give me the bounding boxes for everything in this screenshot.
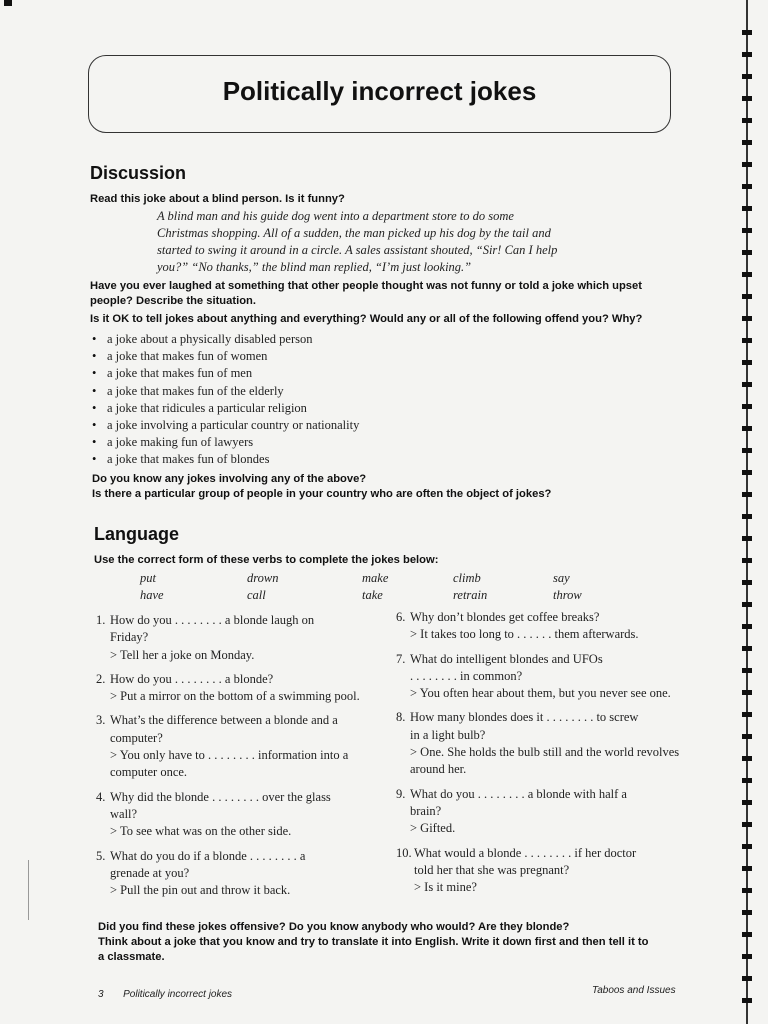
binding-tick (742, 492, 752, 497)
binding-spine (722, 0, 768, 1024)
binding-tick (742, 96, 752, 101)
binding-tick (742, 514, 752, 519)
binding-tick (742, 536, 752, 541)
joke-question-line: What do intelligent blondes and UFOs (410, 651, 603, 666)
joke-question-line: How many blondes does it . . . . . . . . to screw (410, 710, 639, 725)
footer-section: Taboos and Issues (592, 985, 676, 996)
binding-tick (742, 822, 752, 827)
joke-answer: > You only have to . . . . . . . . information into a computer once. (110, 748, 349, 780)
binding-tick (742, 382, 752, 387)
joke-item (96, 789, 386, 841)
binding-tick (742, 426, 752, 431)
question-line: a classmate. (98, 951, 165, 963)
verb: say (553, 571, 570, 585)
binding-tick (742, 184, 752, 189)
binding-tick (742, 624, 752, 629)
joke-number: 3. (96, 713, 106, 728)
joke-number: 9. (396, 786, 406, 801)
binding-tick (742, 52, 752, 57)
binding-tick (742, 558, 752, 563)
joke-answer: > To see what was on the other side. (110, 824, 292, 839)
binding-tick (742, 888, 752, 893)
binding-tick (742, 646, 752, 651)
joke-item (396, 845, 688, 897)
binding-tick (742, 712, 752, 717)
offence-list (92, 331, 359, 469)
language-instruction: Use the correct form of these verbs to complete the jokes below: (94, 554, 439, 566)
joke-question-line: told her that she was pregnant? (414, 862, 570, 877)
corner-mark (4, 0, 12, 6)
joke-question-line: Why did the blonde . . . . . . . . over the glass (110, 789, 331, 804)
joke-item (396, 609, 688, 644)
joke-question-line: What would a blonde . . . . . . . . if her doctor (414, 845, 637, 860)
title-box (88, 55, 671, 133)
binding-tick (742, 470, 752, 475)
discussion-question-1: Read this joke about a blind person. Is it funny? (90, 193, 345, 205)
joke-answer: > One. She holds the bulb still and the world revolves around her. (410, 745, 680, 777)
joke-question-line: wall? (110, 806, 138, 821)
joke-question-line: grenade at you? (110, 865, 190, 880)
story-line: A blind man and his guide dog went into a department store to do some (157, 209, 514, 223)
verb: make (362, 571, 389, 585)
joke-answer: > You often hear about them, but you never see one. (410, 686, 671, 701)
binding-tick (742, 910, 752, 915)
binding-tick (742, 206, 752, 211)
list-item: • a joke that makes fun of men (92, 365, 359, 382)
page-edge-mark (28, 860, 29, 920)
list-item: • a joke that makes fun of blondes (92, 451, 359, 468)
list-item: • a joke that makes fun of the elderly (92, 383, 359, 400)
list-item: • a joke involving a particular country or nationality (92, 417, 359, 434)
question-line: people? Describe the situation. (90, 295, 256, 307)
joke-answer: > Tell her a joke on Monday. (110, 647, 255, 662)
blind-man-joke (157, 208, 617, 276)
question-line: Think about a joke that you know and try to translate it into English. Write it down first and then tell it to (98, 936, 649, 948)
joke-number: 10. (396, 845, 412, 860)
jokes-right-column (396, 609, 688, 903)
story-line: Christmas shopping. All of a sudden, the man picked up his dog by the tail and (157, 226, 551, 240)
binding-tick (742, 580, 752, 585)
joke-item (96, 671, 386, 706)
joke-number: 5. (96, 848, 106, 863)
binding-tick (742, 316, 752, 321)
joke-item (96, 848, 386, 900)
verb: throw (553, 588, 582, 602)
verb: put (140, 571, 156, 585)
discussion-question-3: Is it OK to tell jokes about anything and everything? Would any or all of the following offend you? Why? (90, 313, 643, 325)
page-number: 3 (98, 989, 104, 1000)
joke-answer: > Put a mirror on the bottom of a swimming pool. (110, 689, 360, 704)
binding-tick (742, 448, 752, 453)
binding-tick (742, 844, 752, 849)
verb: climb (453, 571, 481, 585)
binding-tick (742, 756, 752, 761)
binding-tick (742, 294, 752, 299)
joke-number: 1. (96, 613, 106, 627)
story-line: started to swing it around in a circle. A sales assistant shouted, “Sir! Can I help (157, 243, 558, 257)
joke-question-line: What do you do if a blonde . . . . . . . . a (110, 848, 306, 863)
joke-question-line: How do you . . . . . . . . a blonde? (110, 671, 274, 686)
discussion-question-4: Do you know any jokes involving any of the above? (92, 473, 367, 485)
joke-number: 6. (396, 610, 406, 624)
list-item: • a joke that makes fun of women (92, 348, 359, 365)
binding-tick (742, 272, 752, 277)
joke-item (96, 612, 386, 664)
footer-title: Politically incorrect jokes (123, 989, 233, 1000)
page-title: Politically incorrect jokes (222, 76, 537, 106)
binding-tick (742, 338, 752, 343)
joke-number: 8. (396, 710, 406, 725)
discussion-question-5: Is there a particular group of people in your country who are often the object of jokes? (92, 488, 552, 500)
joke-question-line: How do you . . . . . . . . a blonde laugh on (110, 613, 315, 627)
verb: retrain (453, 588, 488, 602)
binding-tick (742, 954, 752, 959)
joke-answer: > Gifted. (410, 821, 456, 836)
binding-tick (742, 140, 752, 145)
joke-number: 7. (396, 651, 406, 666)
joke-item (396, 709, 688, 778)
joke-item (96, 712, 386, 781)
question-line: Have you ever laughed at something that other people thought was not funny or told a joke which upset (90, 280, 642, 292)
joke-question-line: . . . . . . . . in common? (410, 668, 523, 683)
joke-question-line: What’s the difference between a blonde and a (110, 713, 338, 728)
footer-left (98, 989, 232, 1000)
list-item: • a joke that ridicules a particular religion (92, 400, 359, 417)
joke-number: 2. (96, 671, 106, 686)
joke-question-line: computer? (110, 730, 163, 745)
binding-tick (742, 228, 752, 233)
story-line: you?” “No thanks,” the blind man replied, “I’m just looking.” (157, 260, 472, 274)
discussion-heading: Discussion (90, 163, 187, 183)
binding-tick (742, 866, 752, 871)
verb: call (247, 588, 266, 602)
joke-question-line: Why don’t blondes get coffee breaks? (410, 610, 600, 624)
binding-tick (742, 690, 752, 695)
joke-answer: > Pull the pin out and throw it back. (110, 883, 291, 898)
binding-tick (742, 800, 752, 805)
binding-tick (742, 778, 752, 783)
binding-tick (742, 668, 752, 673)
discussion-question-2 (90, 279, 642, 309)
joke-answer: > Is it mine? (414, 880, 477, 895)
jokes-left-column (96, 612, 386, 906)
final-question-1: Did you find these jokes offensive? Do you know anybody who would? Are they blonde? (98, 921, 570, 933)
binding-tick (742, 118, 752, 123)
joke-question-line: What do you . . . . . . . . a blonde with half a (410, 786, 627, 801)
joke-question-line: brain? (410, 803, 442, 818)
verb: have (140, 588, 164, 602)
joke-question-line: in a light bulb? (410, 727, 486, 742)
list-item: • a joke about a physically disabled person (92, 331, 359, 348)
binding-tick (742, 250, 752, 255)
binding-tick (742, 976, 752, 981)
final-question-2 (98, 935, 649, 965)
verb: drown (247, 571, 279, 585)
joke-item (396, 651, 688, 703)
binding-tick (742, 404, 752, 409)
binding-tick (742, 162, 752, 167)
binding-tick (742, 998, 752, 1003)
verb: take (362, 588, 383, 602)
joke-answer: > It takes too long to . . . . . . them afterwards. (410, 627, 639, 642)
binding-tick (742, 602, 752, 607)
binding-tick (742, 360, 752, 365)
binding-tick (742, 932, 752, 937)
binding-tick (742, 734, 752, 739)
binding-tick (742, 30, 752, 35)
joke-number: 4. (96, 789, 106, 804)
joke-item (396, 786, 688, 838)
list-item: • a joke making fun of lawyers (92, 434, 359, 451)
binding-tick (742, 74, 752, 79)
language-heading: Language (94, 524, 180, 544)
joke-question-line: Friday? (110, 630, 149, 645)
